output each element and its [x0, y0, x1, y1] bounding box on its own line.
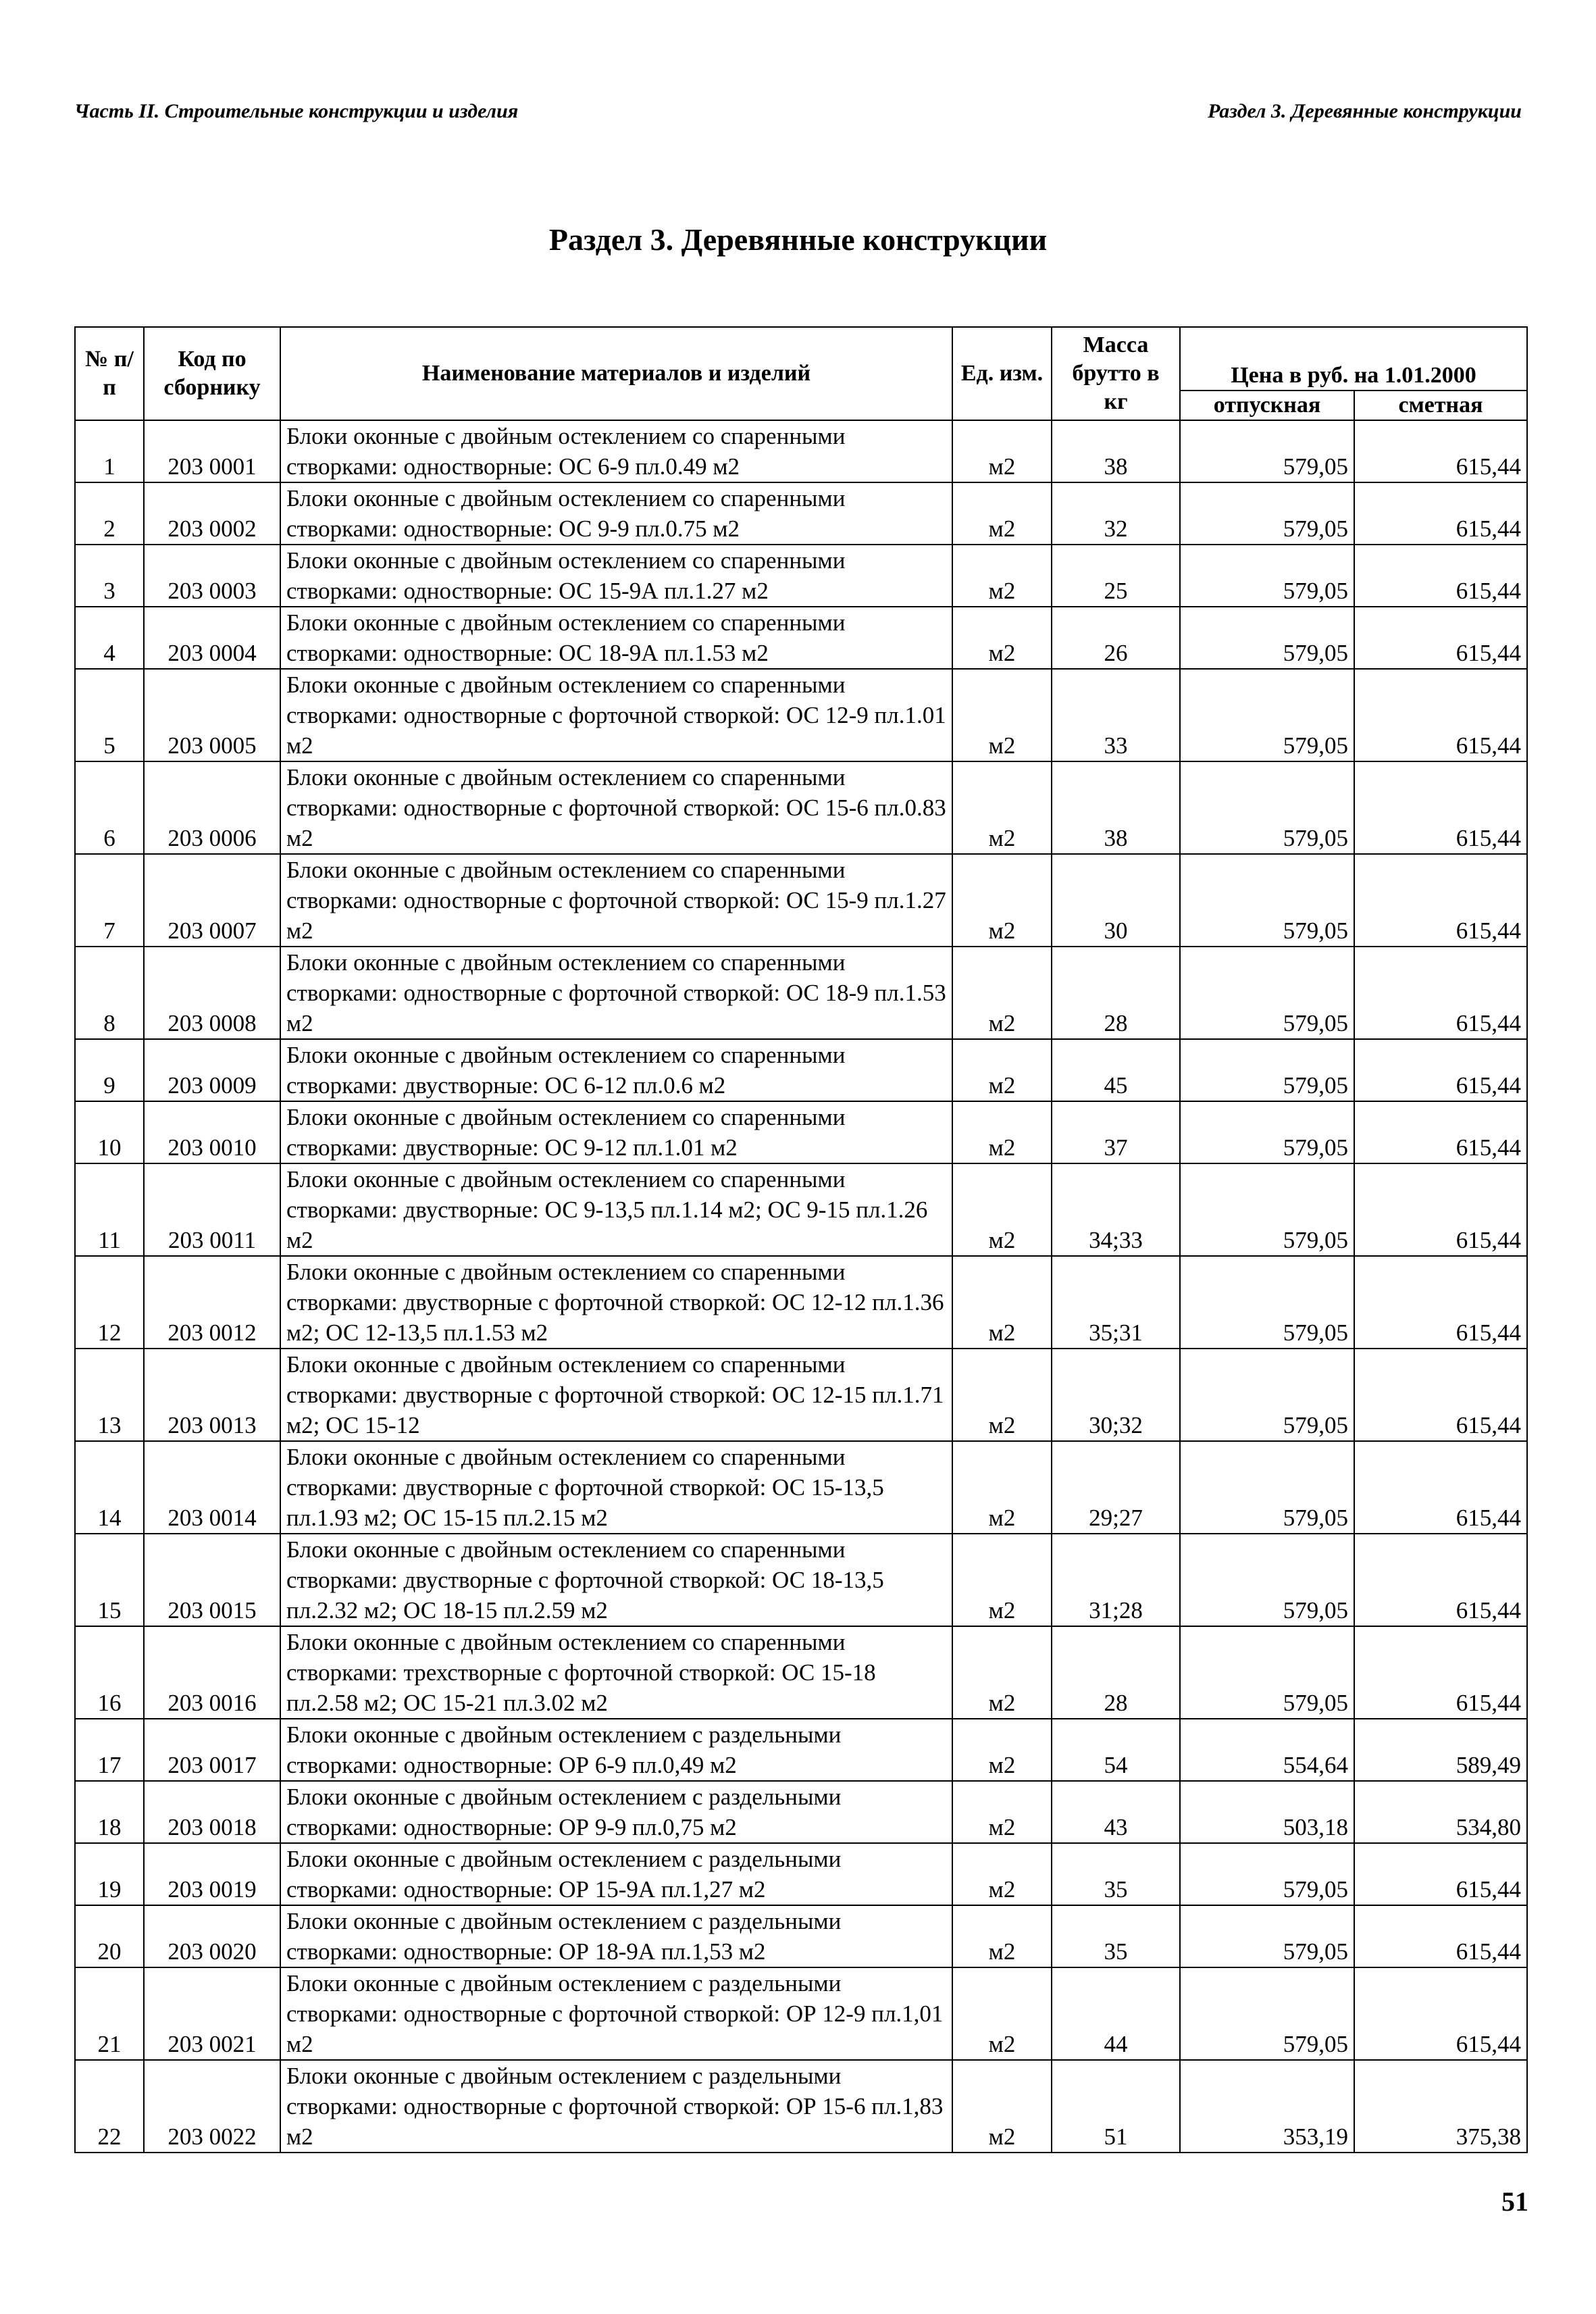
row-unit: м2 [952, 607, 1052, 669]
row-name: Блоки оконные с двойным остеклением со спаренными створками: одностворные с форточной створкой: ОС 15-9 пл.1.27 м2 [280, 854, 952, 947]
row-number: 17 [75, 1719, 144, 1781]
row-mass: 44 [1052, 1967, 1180, 2060]
row-name: Блоки оконные с двойным остеклением со спаренными створками: одностворные: ОС 15-9А пл.1.27 м2 [280, 545, 952, 607]
row-number: 11 [75, 1163, 144, 1256]
row-price-estimate: 615,44 [1354, 1967, 1527, 2060]
table-row [75, 1534, 1527, 1626]
row-code: 203 0011 [144, 1163, 280, 1256]
row-price-release: 579,05 [1180, 1534, 1354, 1626]
row-price-release: 353,19 [1180, 2060, 1354, 2153]
row-unit: м2 [952, 1781, 1052, 1843]
row-unit: м2 [952, 1441, 1052, 1534]
row-unit: м2 [952, 854, 1052, 947]
row-mass: 35 [1052, 1905, 1180, 1967]
row-mass: 34;33 [1052, 1163, 1180, 1256]
table-row [75, 1101, 1527, 1163]
row-number: 7 [75, 854, 144, 947]
row-mass: 37 [1052, 1101, 1180, 1163]
table-row [75, 854, 1527, 947]
row-price-estimate: 615,44 [1354, 607, 1527, 669]
row-mass: 31;28 [1052, 1534, 1180, 1626]
row-code: 203 0020 [144, 1905, 280, 1967]
materials-table [74, 326, 1528, 2153]
row-unit: м2 [952, 761, 1052, 854]
col-header-price-release: отпускная [1180, 391, 1354, 420]
row-number: 20 [75, 1905, 144, 1967]
row-number: 12 [75, 1256, 144, 1349]
row-unit: м2 [952, 1039, 1052, 1101]
row-code: 203 0022 [144, 2060, 280, 2153]
row-code: 203 0007 [144, 854, 280, 947]
row-price-release: 579,05 [1180, 1101, 1354, 1163]
table-row [75, 545, 1527, 607]
row-code: 203 0014 [144, 1441, 280, 1534]
row-code: 203 0018 [144, 1781, 280, 1843]
row-name: Блоки оконные с двойным остеклением со спаренными створками: двустворные с форточной створкой: ОС 15-13,5 пл.1.93 м2; ОС 15-15 пл.2.15 м2 [280, 1441, 952, 1534]
table-row [75, 1967, 1527, 2060]
row-number: 2 [75, 482, 144, 545]
row-number: 15 [75, 1534, 144, 1626]
row-unit: м2 [952, 1626, 1052, 1719]
table-row [75, 420, 1527, 482]
row-name: Блоки оконные с двойным остеклением со спаренными створками: одностворные с форточной створкой: ОС 18-9 пл.1.53 м2 [280, 947, 952, 1039]
table-header-row [75, 327, 1527, 391]
row-unit: м2 [952, 1905, 1052, 1967]
row-price-release: 554,64 [1180, 1719, 1354, 1781]
row-name: Блоки оконные с двойным остеклением со спаренными створками: одностворные с форточной створкой: ОС 12-9 пл.1.01 м2 [280, 669, 952, 761]
row-number: 4 [75, 607, 144, 669]
row-unit: м2 [952, 1349, 1052, 1441]
row-price-release: 579,05 [1180, 607, 1354, 669]
row-price-release: 579,05 [1180, 1039, 1354, 1101]
row-unit: м2 [952, 1843, 1052, 1905]
row-price-estimate: 615,44 [1354, 761, 1527, 854]
row-price-estimate: 615,44 [1354, 1534, 1527, 1626]
row-price-estimate: 615,44 [1354, 1441, 1527, 1534]
row-price-release: 579,05 [1180, 947, 1354, 1039]
row-name: Блоки оконные с двойным остеклением со спаренными створками: двустворные с форточной створкой: ОС 12-12 пл.1.36 м2; ОС 12-13,5 пл.1.53 м2 [280, 1256, 952, 1349]
table-row [75, 1163, 1527, 1256]
row-unit: м2 [952, 2060, 1052, 2153]
section-title: Раздел 3. Деревянные конструкции [548, 222, 1048, 257]
row-name: Блоки оконные с двойным остеклением со спаренными створками: одностворные: ОС 9-9 пл.0.75 м2 [280, 482, 952, 545]
row-mass: 38 [1052, 420, 1180, 482]
row-name: Блоки оконные с двойным остеклением с раздельными створками: одностворные: ОР 15-9А пл.1,27 м2 [280, 1843, 952, 1905]
row-number: 22 [75, 2060, 144, 2153]
table-row [75, 1256, 1527, 1349]
row-price-release: 579,05 [1180, 1163, 1354, 1256]
row-price-estimate: 615,44 [1354, 1256, 1527, 1349]
row-price-estimate: 615,44 [1354, 947, 1527, 1039]
row-code: 203 0008 [144, 947, 280, 1039]
row-name: Блоки оконные с двойным остеклением со спаренными створками: двустворные: ОС 9-13,5 пл.1.14 м2; ОС 9-15 пл.1.26 м2 [280, 1163, 952, 1256]
row-code: 203 0005 [144, 669, 280, 761]
row-number: 5 [75, 669, 144, 761]
row-price-estimate: 615,44 [1354, 1905, 1527, 1967]
row-mass: 33 [1052, 669, 1180, 761]
row-name: Блоки оконные с двойным остеклением со спаренными створками: одностворные: ОС 18-9А пл.1.53 м2 [280, 607, 952, 669]
row-unit: м2 [952, 420, 1052, 482]
row-price-estimate: 615,44 [1354, 1626, 1527, 1719]
row-number: 3 [75, 545, 144, 607]
row-unit: м2 [952, 669, 1052, 761]
row-number: 21 [75, 1967, 144, 2060]
table-row [75, 1441, 1527, 1534]
row-price-estimate: 615,44 [1354, 482, 1527, 545]
row-price-estimate: 615,44 [1354, 1163, 1527, 1256]
row-price-release: 579,05 [1180, 761, 1354, 854]
row-code: 203 0002 [144, 482, 280, 545]
page-number: 51 [1501, 2186, 1528, 2217]
row-code: 203 0006 [144, 761, 280, 854]
running-header-left: Часть II. Строительные конструкции и изделия [74, 100, 519, 122]
row-number: 10 [75, 1101, 144, 1163]
row-price-release: 579,05 [1180, 545, 1354, 607]
row-mass: 28 [1052, 1626, 1180, 1719]
col-header-price-estimate: сметная [1354, 391, 1527, 420]
row-unit: м2 [952, 1163, 1052, 1256]
row-price-release: 579,05 [1180, 669, 1354, 761]
col-header-unit: Ед. изм. [952, 327, 1052, 420]
row-unit: м2 [952, 482, 1052, 545]
col-header-code: Код по сборнику [144, 327, 280, 420]
row-code: 203 0010 [144, 1101, 280, 1163]
row-price-release: 579,05 [1180, 1349, 1354, 1441]
row-mass: 32 [1052, 482, 1180, 545]
row-price-estimate: 615,44 [1354, 545, 1527, 607]
row-mass: 30 [1052, 854, 1180, 947]
col-header-mass: Масса брутто в кг [1052, 327, 1180, 420]
table-row [75, 1905, 1527, 1967]
row-unit: м2 [952, 545, 1052, 607]
row-unit: м2 [952, 1101, 1052, 1163]
row-mass: 38 [1052, 761, 1180, 854]
row-mass: 45 [1052, 1039, 1180, 1101]
row-unit: м2 [952, 1256, 1052, 1349]
row-number: 19 [75, 1843, 144, 1905]
table-row [75, 669, 1527, 761]
row-number: 16 [75, 1626, 144, 1719]
table-row [75, 1039, 1527, 1101]
row-price-estimate: 615,44 [1354, 669, 1527, 761]
row-mass: 51 [1052, 2060, 1180, 2153]
running-header [74, 100, 1522, 123]
row-unit: м2 [952, 1967, 1052, 2060]
table-body [75, 420, 1527, 2153]
table-row [75, 1843, 1527, 1905]
row-code: 203 0013 [144, 1349, 280, 1441]
row-price-estimate: 615,44 [1354, 1039, 1527, 1101]
row-name: Блоки оконные с двойным остеклением со спаренными створками: одностворные: ОС 6-9 пл.0.49 м2 [280, 420, 952, 482]
table-row [75, 1719, 1527, 1781]
row-mass: 43 [1052, 1781, 1180, 1843]
table-row [75, 1626, 1527, 1719]
row-price-estimate: 589,49 [1354, 1719, 1527, 1781]
row-code: 203 0017 [144, 1719, 280, 1781]
row-price-release: 579,05 [1180, 1256, 1354, 1349]
row-price-release: 579,05 [1180, 1626, 1354, 1719]
row-price-estimate: 375,38 [1354, 2060, 1527, 2153]
row-price-release: 579,05 [1180, 1843, 1354, 1905]
row-name: Блоки оконные с двойным остеклением с раздельными створками: одностворные с форточной створкой: ОР 12-9 пл.1,01 м2 [280, 1967, 952, 2060]
row-number: 14 [75, 1441, 144, 1534]
table-row [75, 2060, 1527, 2153]
row-price-estimate: 534,80 [1354, 1781, 1527, 1843]
row-name: Блоки оконные с двойным остеклением со спаренными створками: двустворные с форточной створкой: ОС 12-15 пл.1.71 м2; ОС 15-12 [280, 1349, 952, 1441]
table-row [75, 607, 1527, 669]
row-name: Блоки оконные с двойным остеклением со спаренными створками: трехстворные с форточной створкой: ОС 15-18 пл.2.58 м2; ОС 15-21 пл.3.02 м2 [280, 1626, 952, 1719]
row-name: Блоки оконные с двойным остеклением с раздельными створками: одностворные: ОР 6-9 пл.0,49 м2 [280, 1719, 952, 1781]
row-price-release: 579,05 [1180, 1967, 1354, 2060]
row-mass: 28 [1052, 947, 1180, 1039]
row-number: 6 [75, 761, 144, 854]
row-mass: 25 [1052, 545, 1180, 607]
table-row [75, 482, 1527, 545]
row-price-estimate: 615,44 [1354, 854, 1527, 947]
row-code: 203 0004 [144, 607, 280, 669]
row-name: Блоки оконные с двойным остеклением с раздельными створками: одностворные: ОР 9-9 пл.0,75 м2 [280, 1781, 952, 1843]
row-price-estimate: 615,44 [1354, 1349, 1527, 1441]
row-name: Блоки оконные с двойным остеклением со спаренными створками: двустворные: ОС 6-12 пл.0.6 м2 [280, 1039, 952, 1101]
row-mass: 35 [1052, 1843, 1180, 1905]
row-number: 13 [75, 1349, 144, 1441]
row-price-estimate: 615,44 [1354, 1101, 1527, 1163]
col-header-price-group: Цена в руб. на 1.01.2000 [1180, 327, 1527, 391]
row-number: 18 [75, 1781, 144, 1843]
col-header-num: № п/п [75, 327, 144, 420]
row-code: 203 0021 [144, 1967, 280, 2060]
row-number: 8 [75, 947, 144, 1039]
row-code: 203 0012 [144, 1256, 280, 1349]
row-price-release: 579,05 [1180, 1441, 1354, 1534]
row-name: Блоки оконные с двойным остеклением со спаренными створками: двустворные с форточной створкой: ОС 18-13,5 пл.2.32 м2; ОС 18-15 пл.2.59 м2 [280, 1534, 952, 1626]
table-row [75, 1349, 1527, 1441]
row-price-estimate: 615,44 [1354, 1843, 1527, 1905]
row-name: Блоки оконные с двойным остеклением с раздельными створками: одностворные с форточной створкой: ОР 15-6 пл.1,83 м2 [280, 2060, 952, 2153]
row-code: 203 0009 [144, 1039, 280, 1101]
row-price-release: 579,05 [1180, 420, 1354, 482]
row-unit: м2 [952, 947, 1052, 1039]
row-mass: 35;31 [1052, 1256, 1180, 1349]
row-mass: 54 [1052, 1719, 1180, 1781]
row-unit: м2 [952, 1534, 1052, 1626]
row-name: Блоки оконные с двойным остеклением со спаренными створками: одностворные с форточной створкой: ОС 15-6 пл.0.83 м2 [280, 761, 952, 854]
row-mass: 30;32 [1052, 1349, 1180, 1441]
row-mass: 29;27 [1052, 1441, 1180, 1534]
row-unit: м2 [952, 1719, 1052, 1781]
row-price-release: 503,18 [1180, 1781, 1354, 1843]
row-code: 203 0015 [144, 1534, 280, 1626]
row-price-estimate: 615,44 [1354, 420, 1527, 482]
table-row [75, 1781, 1527, 1843]
row-number: 9 [75, 1039, 144, 1101]
row-number: 1 [75, 420, 144, 482]
row-code: 203 0003 [144, 545, 280, 607]
row-price-release: 579,05 [1180, 854, 1354, 947]
running-header-right: Раздел 3. Деревянные конструкции [1208, 100, 1522, 122]
row-price-release: 579,05 [1180, 482, 1354, 545]
row-code: 203 0016 [144, 1626, 280, 1719]
table-row [75, 761, 1527, 854]
row-price-release: 579,05 [1180, 1905, 1354, 1967]
row-mass: 26 [1052, 607, 1180, 669]
row-name: Блоки оконные с двойным остеклением с раздельными створками: одностворные: ОР 18-9А пл.1,53 м2 [280, 1905, 952, 1967]
table-row [75, 947, 1527, 1039]
row-code: 203 0001 [144, 420, 280, 482]
col-header-name: Наименование материалов и изделий [280, 327, 952, 420]
row-code: 203 0019 [144, 1843, 280, 1905]
row-name: Блоки оконные с двойным остеклением со спаренными створками: двустворные: ОС 9-12 пл.1.01 м2 [280, 1101, 952, 1163]
